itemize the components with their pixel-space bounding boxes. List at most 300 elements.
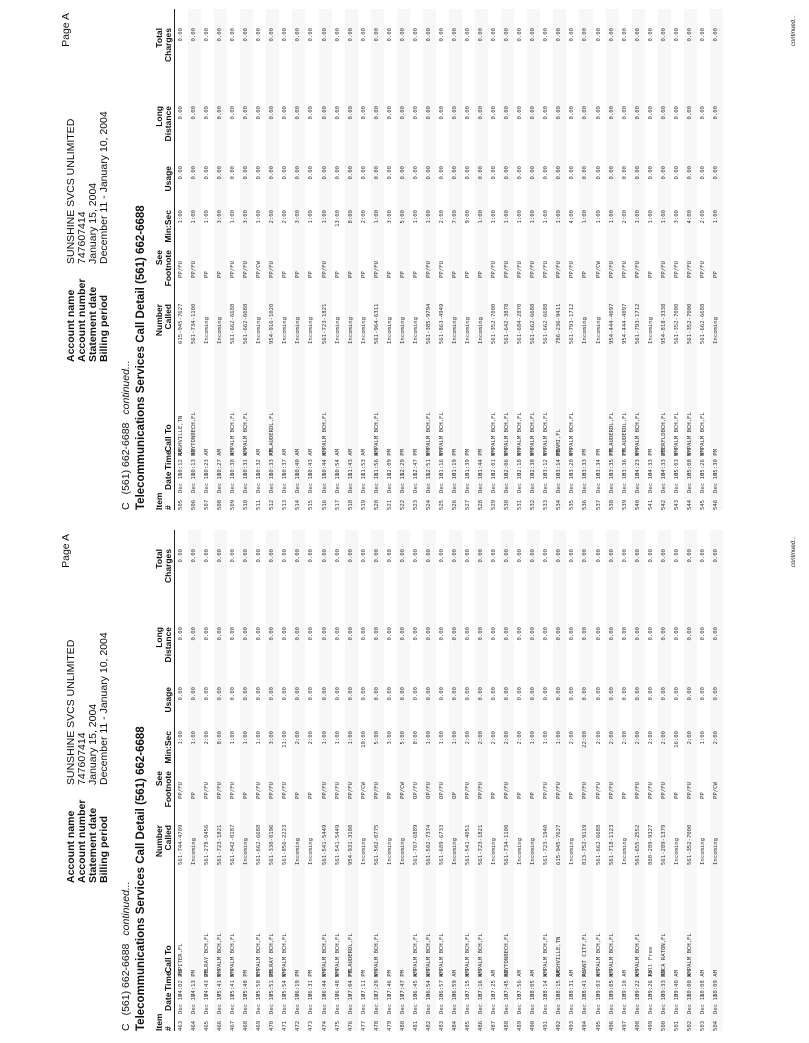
cell-item: 513 xyxy=(282,499,289,510)
cell-min-sec: 5:00 xyxy=(399,210,406,224)
cell-call-to: DELRAY BCH,FL xyxy=(204,933,211,977)
cell-number-called: Incoming xyxy=(204,317,211,344)
cell-time: 08:05 AM xyxy=(530,970,537,997)
cell-long-distance: 0.00 xyxy=(530,627,537,641)
cell-total-charges: 0.00 xyxy=(699,549,706,563)
cell-long-distance: 0.00 xyxy=(673,627,680,641)
cell-date: Dec 18 xyxy=(412,472,419,493)
cell-usage: 0.00 xyxy=(569,166,576,180)
cell-number-called: 561-723-1940 xyxy=(543,824,550,865)
table-row xyxy=(332,530,345,1031)
table-row xyxy=(606,530,619,1031)
cell-long-distance: 0.00 xyxy=(334,106,341,120)
cell-number-called: 954-916-1020 xyxy=(269,303,276,344)
cell-item: 504 xyxy=(712,1020,719,1031)
cell-footnote: PP/FU xyxy=(647,782,654,799)
cell-long-distance: 0.00 xyxy=(582,627,589,641)
table-header xyxy=(146,530,175,1031)
cell-total-charges: 0.00 xyxy=(465,28,472,42)
cell-time: 06:19 PM xyxy=(295,970,302,997)
cell-footnote: PP xyxy=(673,792,680,799)
cell-item: 542 xyxy=(660,499,667,510)
cell-total-charges: 0.00 xyxy=(412,28,419,42)
table-row xyxy=(697,530,710,1031)
cell-time: 10:13 AM xyxy=(191,449,198,476)
cell-time: 10:43 AM xyxy=(308,449,315,476)
cell-number-called: Incoming xyxy=(712,838,719,865)
cell-time: 02:18 PM xyxy=(517,449,524,476)
cell-long-distance: 0.00 xyxy=(412,627,419,641)
cell-total-charges: 0.00 xyxy=(256,28,263,42)
table-row xyxy=(475,9,488,510)
cell-item: 545 xyxy=(699,499,706,510)
cell-item: 499 xyxy=(647,1020,654,1031)
cell-date: Dec 18 xyxy=(360,472,367,493)
cell-date: Dec 18 xyxy=(595,472,602,493)
cell-usage: 0.00 xyxy=(543,166,550,180)
cell-long-distance: 0.00 xyxy=(256,106,263,120)
cell-footnote: PP/CW xyxy=(360,782,367,799)
cell-item: 487 xyxy=(491,1020,498,1031)
cell-min-sec: 1:00 xyxy=(634,210,641,224)
table-row xyxy=(540,9,553,510)
cell-total-charges: 0.00 xyxy=(595,549,602,563)
cell-number-called: Incoming xyxy=(399,838,406,865)
cell-long-distance: 0.00 xyxy=(269,106,276,120)
cell-long-distance: 0.00 xyxy=(556,106,563,120)
table-row xyxy=(514,9,527,510)
cell-total-charges: 0.00 xyxy=(386,549,393,563)
cell-time: 05:51 PM xyxy=(269,970,276,997)
cell-date: Dec 18 xyxy=(243,472,250,493)
continued-footer: continued... xyxy=(791,536,797,568)
cell-min-sec: 2:00 xyxy=(269,210,276,224)
cell-min-sec: 3:00 xyxy=(673,210,680,224)
cell-footnote: PP xyxy=(295,792,302,799)
cell-usage: 0.00 xyxy=(712,166,719,180)
cell-date: Dec 17 xyxy=(230,993,237,1014)
cell-time: 03:20 PM xyxy=(569,449,576,476)
cell-date: Dec 18 xyxy=(178,472,184,493)
cell-footnote: PP/FU xyxy=(660,261,667,278)
cell-number-called: Incoming xyxy=(360,317,367,344)
cell-min-sec: 1:00 xyxy=(595,210,602,224)
cell-min-sec: 2:00 xyxy=(517,731,524,745)
cell-number-called: Incoming xyxy=(360,838,367,865)
cell-footnote: PP/FU xyxy=(595,782,602,799)
cell-time: 09:40 AM xyxy=(673,970,680,997)
header-time: Time xyxy=(163,971,173,991)
cell-call-to: W PALM BCH,FL xyxy=(686,412,693,456)
cell-date: Dec 18 xyxy=(608,472,615,493)
cell-total-charges: 0.00 xyxy=(256,549,263,563)
cell-time: 03:35 PM xyxy=(608,449,615,476)
cell-item: 486 xyxy=(478,1020,485,1031)
cell-footnote: PP/FU xyxy=(608,261,615,278)
cell-date: Dec 17 xyxy=(386,993,393,1014)
cell-usage: 0.00 xyxy=(686,687,693,701)
cell-footnote: PP xyxy=(530,792,537,799)
cell-total-charges: 0.00 xyxy=(569,28,576,42)
cell-date: Dec 18 xyxy=(634,472,641,493)
cell-footnote: PP/FU xyxy=(621,261,628,278)
cell-footnote: PP/FU xyxy=(425,261,432,278)
cell-long-distance: 0.00 xyxy=(504,627,511,641)
cell-min-sec: 1:00 xyxy=(230,731,237,745)
cell-call-to: W PALM BCH,FL xyxy=(373,933,380,977)
cell-total-charges: 0.00 xyxy=(386,28,393,42)
cell-number-called: 786-236-9411 xyxy=(556,303,563,344)
page-content xyxy=(0,9,809,510)
table-row xyxy=(449,530,462,1031)
cell-usage: 0.00 xyxy=(412,166,419,180)
cell-time: 06:59 AM xyxy=(451,970,458,997)
cell-total-charges: 0.00 xyxy=(191,28,198,42)
cell-date: Dec 18 xyxy=(347,472,354,493)
billing-period: December 11 - January 10, 2004 xyxy=(98,632,110,785)
cell-number-called: 561-842-0187 xyxy=(230,824,237,865)
cell-usage: 0.00 xyxy=(360,166,367,180)
cell-usage: 0.00 xyxy=(230,687,237,701)
cell-usage: 0.00 xyxy=(660,687,667,701)
cell-min-sec: 1:00 xyxy=(517,210,524,224)
cell-call-to: W PALM BCH,FL xyxy=(334,933,341,977)
cell-long-distance: 0.00 xyxy=(451,106,458,120)
table-row xyxy=(436,530,449,1031)
account-number-label: Account number xyxy=(76,799,88,883)
cell-item: 510 xyxy=(243,499,250,510)
cell-time: 03:36 PM xyxy=(621,449,628,476)
cell-usage: 0.00 xyxy=(295,166,302,180)
cell-date: Dec 17 xyxy=(373,993,380,1014)
header-item: Item # xyxy=(154,1013,173,1031)
table-row xyxy=(266,530,279,1031)
cell-usage: 0.00 xyxy=(321,166,328,180)
cell-min-sec: 1:00 xyxy=(556,210,563,224)
cell-item: 475 xyxy=(334,1020,341,1031)
cell-item: 482 xyxy=(425,1020,432,1031)
cell-time: 01:39 PM xyxy=(465,449,472,476)
cell-call-to: JUPITER,FL xyxy=(178,943,184,977)
table-row xyxy=(423,9,436,510)
cell-total-charges: 0.00 xyxy=(282,28,289,42)
cell-number-called: Incoming xyxy=(295,317,302,344)
cell-footnote: OP xyxy=(451,792,458,799)
cell-long-distance: 0.00 xyxy=(582,106,589,120)
cell-footnote: PP/FU xyxy=(530,261,537,278)
header-min-sec: Min:Sec xyxy=(163,210,173,243)
cell-total-charges: 0.00 xyxy=(569,549,576,563)
cell-footnote: PP/FU xyxy=(438,261,445,278)
account-name: SUNSHINE SVCS UNLIMITED xyxy=(65,118,77,264)
cell-time: 11:43 AM xyxy=(347,449,354,476)
cell-call-to: DEERFLDBCH,FL xyxy=(660,412,667,456)
cell-item: 483 xyxy=(438,1020,445,1031)
cell-total-charges: 0.00 xyxy=(204,549,211,563)
cell-min-sec: 3:00 xyxy=(386,731,393,745)
cell-long-distance: 0.00 xyxy=(569,627,576,641)
cell-footnote: PP/FU xyxy=(465,782,472,799)
cell-min-sec: 11:00 xyxy=(282,731,289,748)
cell-long-distance: 0.00 xyxy=(478,627,485,641)
cell-usage: 0.00 xyxy=(686,166,693,180)
cell-number-called: Incoming xyxy=(517,838,524,865)
cell-number-called: Incoming xyxy=(595,317,602,344)
cell-number-called: 561-662-6688 xyxy=(543,303,550,344)
cell-min-sec: 2:00 xyxy=(686,731,693,745)
cell-time: 06:45 AM xyxy=(412,970,419,997)
cell-usage: 0.00 xyxy=(386,687,393,701)
table-row xyxy=(632,530,645,1031)
cell-item: 518 xyxy=(347,499,354,510)
cell-total-charges: 0.00 xyxy=(438,28,445,42)
cell-item: 467 xyxy=(230,1020,237,1031)
cell-date: Dec 18 xyxy=(191,472,198,493)
table-row xyxy=(553,530,566,1031)
cell-number-called: Incoming xyxy=(582,317,589,344)
cell-call-to: W PALM BCH,FL xyxy=(321,412,328,456)
cell-call-to: W PALM BCH,FL xyxy=(673,412,680,456)
cell-min-sec: 2:00 xyxy=(660,731,667,745)
table-row xyxy=(632,9,645,510)
cell-footnote: PP/FU xyxy=(673,261,680,278)
cell-time: 04:23 PM xyxy=(634,449,641,476)
cell-min-sec: 2:00 xyxy=(204,731,211,745)
statement-date: January 15, 2004 xyxy=(87,703,99,785)
cell-min-sec: 8:00 xyxy=(347,210,354,224)
cell-long-distance: 0.00 xyxy=(217,627,224,641)
cell-usage: 0.00 xyxy=(178,687,184,701)
page-label: Page A xyxy=(60,13,72,47)
cell-date: Dec 17 xyxy=(399,993,406,1014)
cell-number-called: 954-444-4097 xyxy=(608,303,615,344)
cell-long-distance: 0.00 xyxy=(634,106,641,120)
cell-long-distance: 0.00 xyxy=(308,106,315,120)
cell-min-sec: 2:00 xyxy=(360,210,367,224)
cell-footnote: PP xyxy=(360,271,367,278)
cell-long-distance: 0.00 xyxy=(491,106,498,120)
cell-footnote: PP/FU xyxy=(686,782,693,799)
cell-number-called: 561-502-0775 xyxy=(373,824,380,865)
cell-total-charges: 0.00 xyxy=(438,549,445,563)
cell-number-called: Incoming xyxy=(673,838,680,865)
cell-long-distance: 0.00 xyxy=(386,106,393,120)
cell-min-sec: 2:00 xyxy=(478,731,485,745)
cell-min-sec: 1:00 xyxy=(451,731,458,745)
cell-min-sec: 13:00 xyxy=(334,210,341,227)
cell-total-charges: 0.00 xyxy=(673,549,680,563)
cell-long-distance: 0.00 xyxy=(334,627,341,641)
section-title: Telecommunications Services Call Detail (561) 662-6688 xyxy=(135,205,147,510)
cell-time: 10:09 AM xyxy=(712,970,719,997)
account-name: SUNSHINE SVCS UNLIMITED xyxy=(65,639,77,785)
cell-time: 09:22 AM xyxy=(634,970,641,997)
cell-total-charges: 0.00 xyxy=(295,28,302,42)
cell-usage: 0.00 xyxy=(256,687,263,701)
cell-long-distance: 0.00 xyxy=(660,106,667,120)
table-row xyxy=(371,9,384,510)
table-row xyxy=(410,9,423,510)
cell-usage: 0.00 xyxy=(556,166,563,180)
cell-number-called: Incoming xyxy=(399,317,406,344)
cell-time: 10:27 AM xyxy=(217,449,224,476)
cell-long-distance: 0.00 xyxy=(673,106,680,120)
cell-usage: 0.00 xyxy=(347,687,354,701)
cell-footnote: PP xyxy=(712,271,719,278)
cell-min-sec: 19:00 xyxy=(360,731,367,748)
header-time: Time xyxy=(163,450,173,470)
cell-call-to: W PALM BCH,FL xyxy=(282,933,289,977)
cell-total-charges: 0.00 xyxy=(556,28,563,42)
cell-number-called: Incoming xyxy=(347,317,354,344)
table-row xyxy=(279,9,292,510)
table-body xyxy=(175,530,723,1031)
cell-min-sec: 1:00 xyxy=(373,210,380,224)
cell-number-called: Incoming xyxy=(621,838,628,865)
cell-footnote: PP/FU xyxy=(243,261,250,278)
cell-time: 08:14 AM xyxy=(543,970,550,997)
account-number: 747607414 xyxy=(76,211,88,264)
table-row xyxy=(566,9,579,510)
cell-total-charges: 0.00 xyxy=(608,549,615,563)
cell-total-charges: 0.00 xyxy=(295,549,302,563)
cell-item: 533 xyxy=(543,499,550,510)
cell-footnote: PP/FU xyxy=(204,782,211,799)
page-label: Page A xyxy=(60,534,72,568)
table-row xyxy=(501,9,514,510)
cell-long-distance: 0.00 xyxy=(295,627,302,641)
cell-min-sec: 1:00 xyxy=(256,731,263,745)
header-item: Item # xyxy=(154,492,173,510)
cell-long-distance: 0.00 xyxy=(621,627,628,641)
cell-min-sec: 2:00 xyxy=(308,731,315,745)
table-row xyxy=(397,530,410,1031)
cell-time: 07:04 PM xyxy=(347,970,354,997)
cell-number-called: Incoming xyxy=(308,838,315,865)
header-usage: Usage xyxy=(163,687,173,713)
cell-number-called: Incoming xyxy=(282,317,289,344)
cell-number-called: Incoming xyxy=(256,317,263,344)
table-row xyxy=(684,530,697,1031)
cell-usage: 0.00 xyxy=(178,166,184,180)
cell-number-called: Incoming xyxy=(191,838,198,865)
cell-item: 536 xyxy=(582,499,589,510)
cell-time: 10:40 AM xyxy=(295,449,302,476)
cell-long-distance: 0.00 xyxy=(321,627,328,641)
cell-call-to: W PALM BCH,FL xyxy=(373,412,380,456)
cell-date: Dec 17 xyxy=(178,993,184,1014)
cell-footnote: PP xyxy=(465,271,472,278)
cell-date: Dec 18 xyxy=(517,472,524,493)
cell-time: 07:16 AM xyxy=(478,970,485,997)
cell-total-charges: 0.00 xyxy=(282,549,289,563)
table-row xyxy=(579,530,592,1031)
table-row xyxy=(553,9,566,510)
table-row xyxy=(671,9,684,510)
cell-footnote: PP/FU xyxy=(634,782,641,799)
cell-min-sec: 3:00 xyxy=(295,210,302,224)
table-row xyxy=(593,530,606,1031)
cell-time: 09:26 AM xyxy=(647,970,654,997)
cell-call-to: W PALM BCH,FL xyxy=(230,933,237,977)
cell-total-charges: 0.00 xyxy=(504,549,511,563)
cell-number-called: Incoming xyxy=(308,317,315,344)
cell-date: Dec 17 xyxy=(256,993,263,1014)
cell-total-charges: 0.00 xyxy=(517,549,524,563)
cell-call-to: W PALM BCH,FL xyxy=(686,933,693,977)
cell-usage: 0.00 xyxy=(530,687,537,701)
account-number: 747607414 xyxy=(76,732,88,785)
cell-time: 12:09 PM xyxy=(386,449,393,476)
cell-number-called: 561-856-2223 xyxy=(282,824,289,865)
table-row xyxy=(527,530,540,1031)
cell-number-called: 561-541-5449 xyxy=(321,824,328,865)
cell-item: 527 xyxy=(465,499,472,510)
cell-date: Dec 18 xyxy=(673,472,680,493)
cell-usage: 0.00 xyxy=(569,687,576,701)
cell-long-distance: 0.00 xyxy=(399,627,406,641)
cell-time: 05:26 PM xyxy=(699,449,706,476)
cell-number-called: 561-707-6889 xyxy=(412,824,419,865)
cell-long-distance: 0.00 xyxy=(517,106,524,120)
cell-date: Dec 17 xyxy=(347,993,354,1014)
cell-time: 03:34 PM xyxy=(595,449,602,476)
cell-footnote: PP xyxy=(295,271,302,278)
cell-call-to: NASHVILLE,TN xyxy=(178,415,184,456)
cell-call-to: W PALM BCH,FL xyxy=(543,933,550,977)
cell-item: 481 xyxy=(412,1020,419,1031)
cell-time: 04:13 PM xyxy=(191,970,198,997)
cell-number-called: 561-662-6688 xyxy=(530,303,537,344)
cell-min-sec: 22:00 xyxy=(582,731,589,748)
cell-number-called: 561-541-5449 xyxy=(334,824,341,865)
cell-long-distance: 0.00 xyxy=(230,106,237,120)
cell-min-sec: 2:00 xyxy=(647,731,654,745)
cell-item: 506 xyxy=(191,499,198,510)
cell-usage: 0.00 xyxy=(334,687,341,701)
cell-min-sec: 1:00 xyxy=(191,210,198,224)
cell-min-sec: 1:00 xyxy=(412,210,419,224)
cell-total-charges: 0.00 xyxy=(582,28,589,42)
cell-date: Dec 18 xyxy=(647,993,654,1014)
cell-footnote: PP xyxy=(191,792,198,799)
cell-min-sec: 1:00 xyxy=(608,210,615,224)
cell-item: 490 xyxy=(530,1020,537,1031)
cell-min-sec: 2:00 xyxy=(699,210,706,224)
cell-item: 534 xyxy=(556,499,563,510)
cell-item: 484 xyxy=(451,1020,458,1031)
table-row xyxy=(345,9,358,510)
cell-date: Dec 18 xyxy=(491,472,498,493)
cell-number-called: Incoming xyxy=(295,838,302,865)
cell-min-sec: 1:00 xyxy=(491,210,498,224)
cell-usage: 0.00 xyxy=(608,687,615,701)
cell-number-called: 561-352-7000 xyxy=(686,303,693,344)
cell-footnote: PP/CW xyxy=(256,261,263,278)
cell-item: 489 xyxy=(517,1020,524,1031)
cell-date: Dec 18 xyxy=(451,472,458,493)
cell-min-sec: 2:00 xyxy=(621,731,628,745)
cell-item: 503 xyxy=(699,1020,706,1031)
header-long-distance: Long Distance xyxy=(154,106,173,142)
cell-min-sec: 1:00 xyxy=(321,210,328,224)
cell-item: 525 xyxy=(438,499,445,510)
cell-time: 10:00 AM xyxy=(686,970,693,997)
cell-total-charges: 0.00 xyxy=(308,28,315,42)
cell-footnote: PP/FU xyxy=(686,261,693,278)
cell-total-charges: 0.00 xyxy=(373,549,380,563)
table-row xyxy=(514,530,527,1031)
